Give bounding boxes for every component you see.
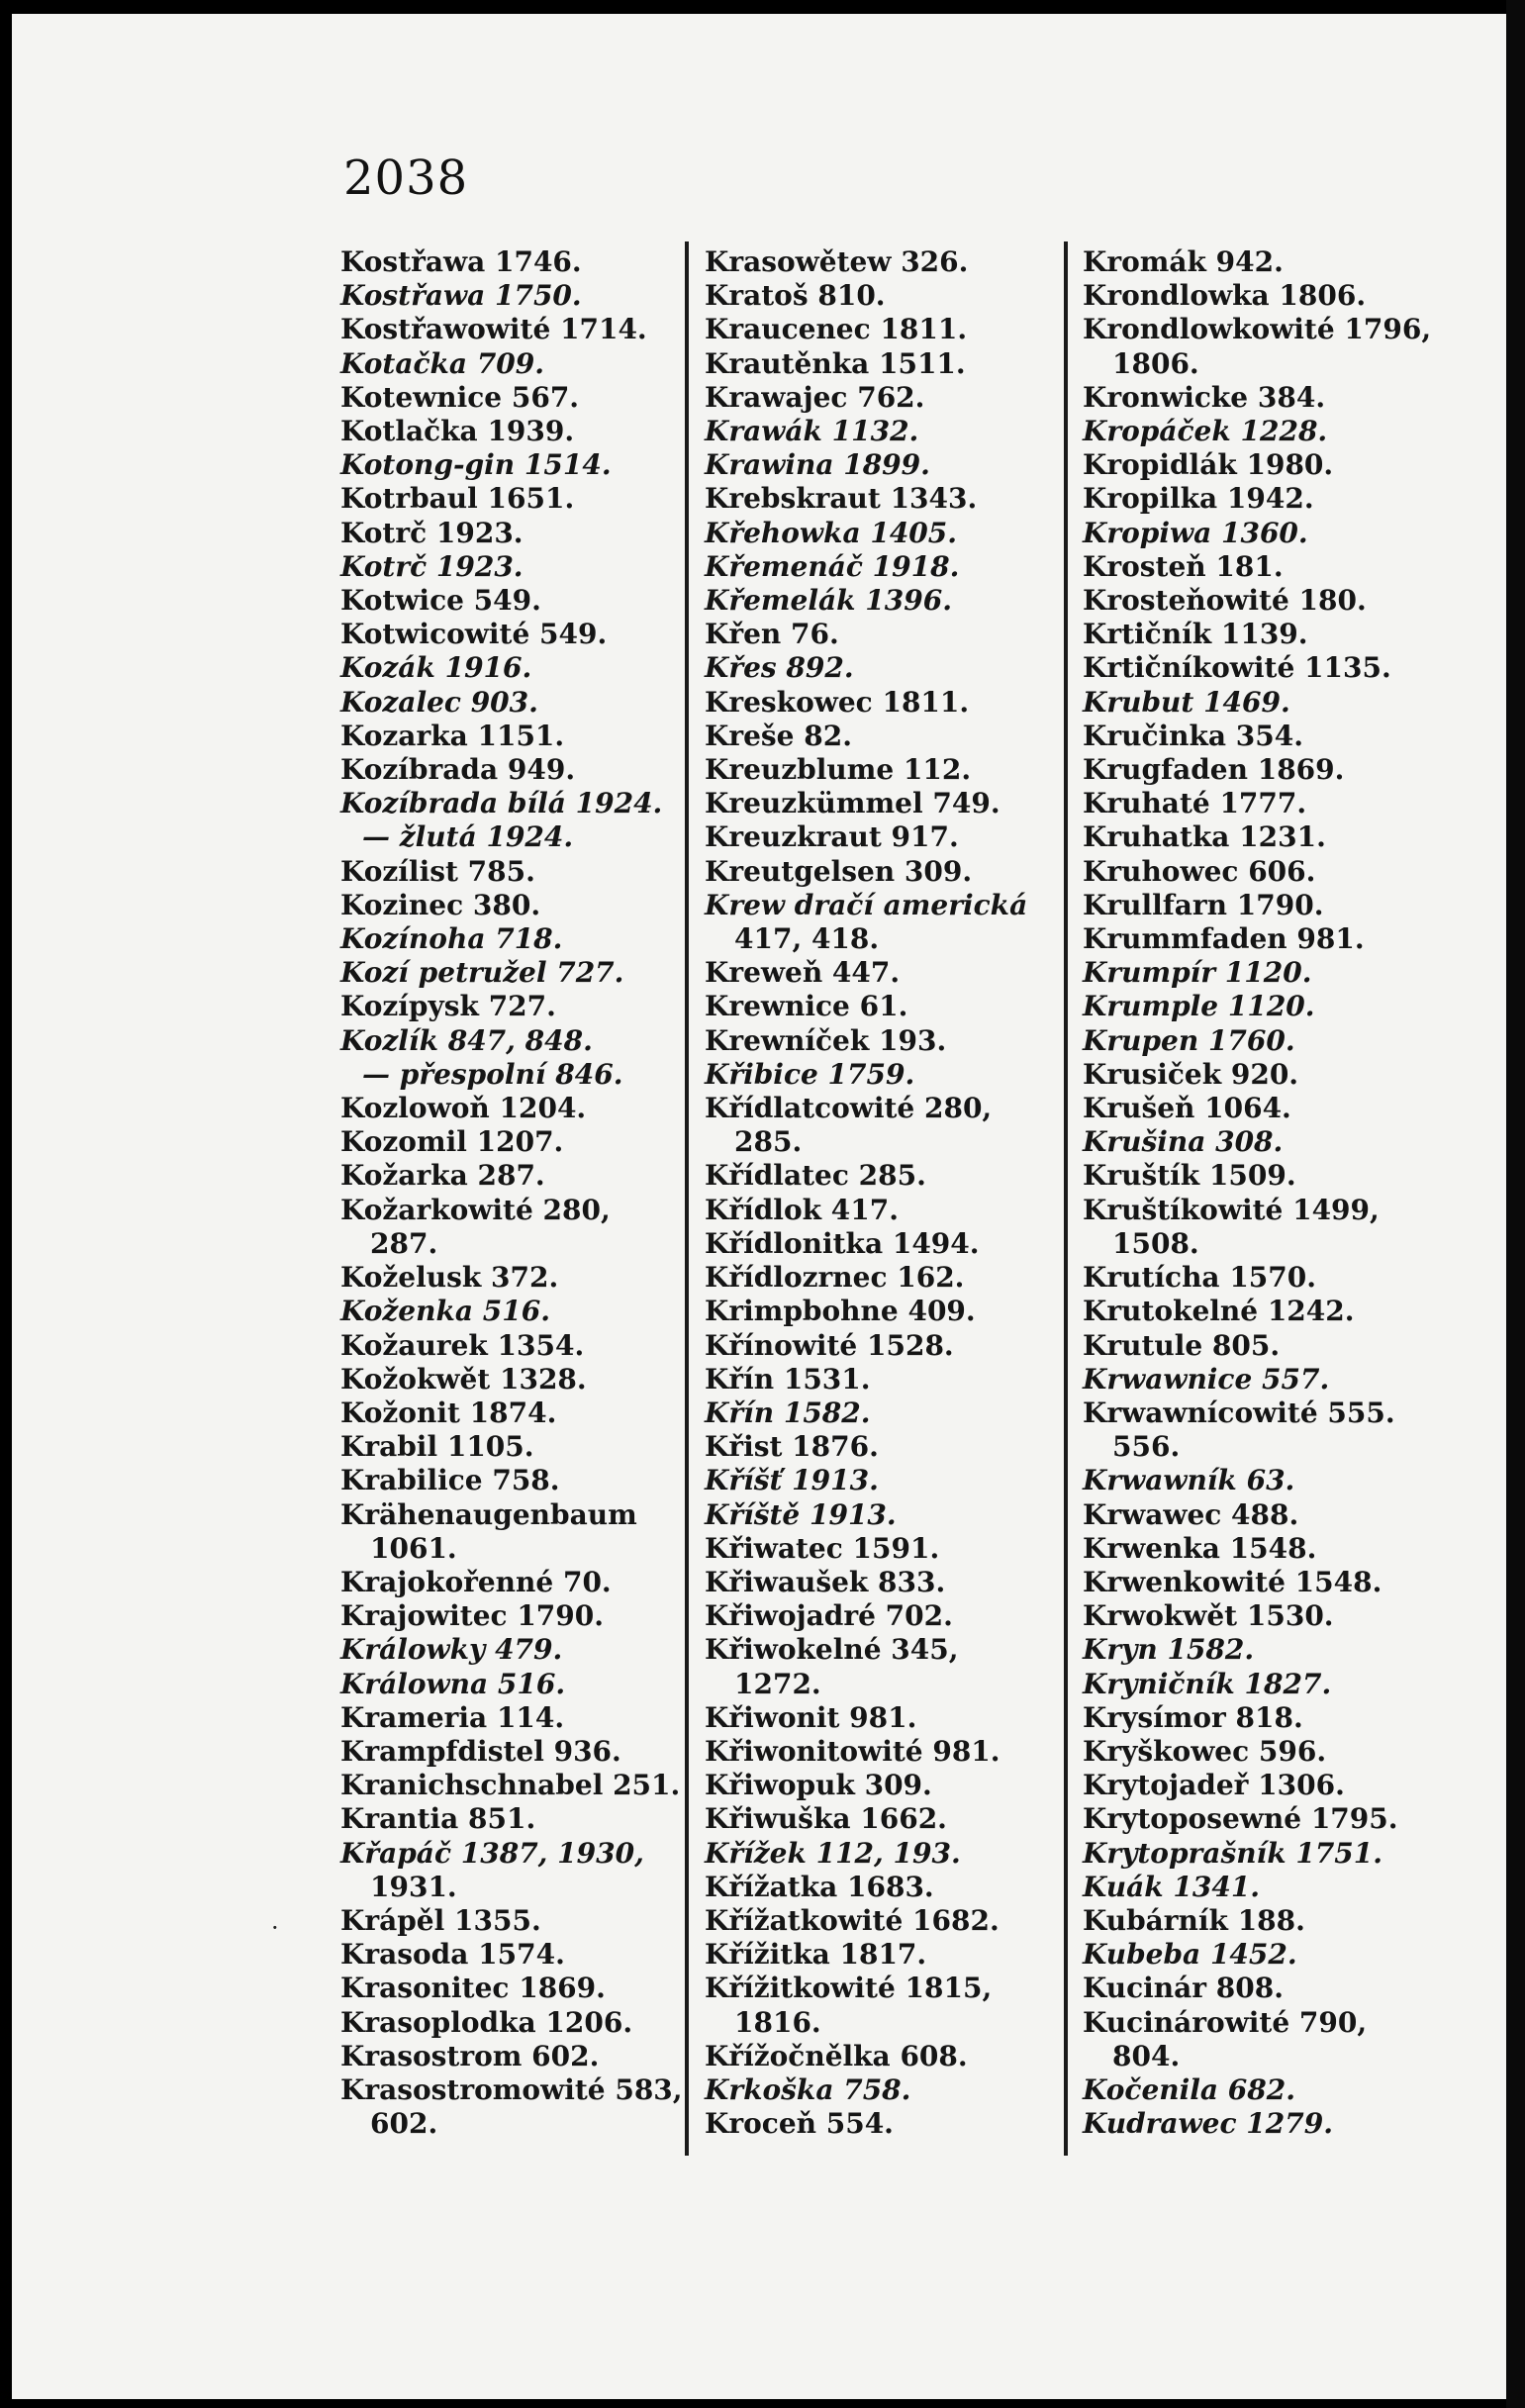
index-entry: Křemelák 1396. (705, 584, 952, 618)
index-entry: Krautěnka 1511. (705, 346, 966, 380)
index-entry: Křížek 112, 193. (705, 1836, 961, 1870)
index-column-3 (1083, 245, 1498, 2141)
index-entry: Krwenka 1548. (1083, 1531, 1317, 1565)
index-entry: Kranichschnabel 251. (340, 1769, 681, 1802)
index-entry: Kruhatka 1231. (1083, 820, 1326, 854)
index-entry: Krugfaden 1869. (1083, 753, 1345, 787)
index-column-2 (705, 245, 1066, 2141)
index-entry: Krutule 805. (1083, 1328, 1281, 1362)
index-entry: Králowky 479. (340, 1633, 563, 1667)
index-entry: Křín 1531. (705, 1362, 871, 1396)
index-entry: Kotwicowité 549. (340, 618, 608, 651)
book-page (12, 14, 1506, 2399)
index-entry: Křiwopuk 309. (705, 1769, 932, 1802)
index-entry: Krajokořenné 70. (340, 1565, 612, 1598)
index-entry: Krasostrom 602. (340, 2039, 600, 2072)
index-entry: Kotong-gin 1514. (340, 448, 612, 482)
index-entry: Krullfarn 1790. (1083, 888, 1324, 921)
index-entry: Krkoška 758. (705, 2072, 911, 2106)
index-entry: Křížitka 1817. (705, 1938, 927, 1972)
index-entry: Kropáček 1228. (1083, 415, 1328, 448)
index-entry-continuation: 1061. (370, 1531, 457, 1565)
index-entry: Křiwonitowité 981. (705, 1734, 1001, 1768)
index-entry: Kočenila 682. (1083, 2072, 1295, 2106)
index-entry: Kotlačka 1939. (340, 415, 575, 448)
column-divider-left (685, 241, 689, 2156)
index-entry: Krewnice 61. (705, 990, 908, 1023)
index-entry: Krondlowkowité 1796, (1083, 313, 1432, 346)
index-entry: Kruhowec 606. (1083, 854, 1316, 888)
index-entry: Krwawec 488. (1083, 1497, 1299, 1531)
index-entry: Krápěl 1355. (340, 1903, 541, 1937)
index-entry: Krutícha 1570. (1083, 1261, 1316, 1295)
index-entry: Krewníček 193. (705, 1023, 947, 1057)
index-entry: Krosteňowité 180. (1083, 584, 1367, 618)
index-entry: Krysímor 818. (1083, 1700, 1303, 1734)
index-entry: — žlutá 1924. (362, 820, 574, 854)
index-entry-continuation: 1272. (734, 1667, 821, 1700)
index-entry: Kreutgelsen 309. (705, 854, 973, 888)
index-entry: — přespolní 846. (362, 1057, 623, 1091)
index-entry: Kotačka 709. (340, 346, 545, 380)
index-entry: Křídlatcowité 280, (705, 1092, 993, 1125)
index-entry: Křínowité 1528. (705, 1328, 954, 1362)
index-entry: Krosteň 181. (1083, 549, 1284, 583)
index-entry: Kreuzkraut 917. (705, 820, 959, 854)
index-entry: Křiwaušek 833. (705, 1565, 946, 1598)
index-entry-continuation: 804. (1112, 2039, 1181, 2072)
index-entry: Kozlowoň 1204. (340, 1092, 587, 1125)
index-entry: Křín 1582. (705, 1396, 871, 1429)
index-entry: Krtičníkowité 1135. (1083, 651, 1391, 685)
index-entry: Kozarka 1151. (340, 719, 565, 752)
index-entry: Kubeba 1452. (1083, 1938, 1297, 1972)
index-entry: Kostřawowité 1714. (340, 313, 647, 346)
index-entry: Kotwice 549. (340, 584, 541, 618)
index-entry: Kropiwa 1360. (1083, 516, 1308, 549)
index-entry: Křížatka 1683. (705, 1870, 934, 1903)
index-entry: Křiwonit 981. (705, 1700, 917, 1734)
index-entry: Koženka 516. (340, 1295, 550, 1328)
index-entry: Kroceň 554. (705, 2107, 894, 2141)
index-entry: Kreskowec 1811. (705, 685, 970, 719)
index-entry: Křes 892. (705, 651, 854, 685)
index-entry: Krawák 1132. (705, 415, 919, 448)
index-entry: Krummfaden 981. (1083, 922, 1365, 956)
page-number: 2038 (343, 150, 469, 206)
index-entry: Krwawnice 557. (1083, 1362, 1330, 1396)
index-entry: Krusiček 920. (1083, 1057, 1299, 1091)
page-edge (1506, 0, 1525, 2408)
index-entry: Kropidlák 1980. (1083, 448, 1334, 482)
index-entry: Kruštík 1509. (1083, 1159, 1296, 1193)
index-entry: Kříšť 1913. (705, 1464, 879, 1497)
index-entry: Krytojadeř 1306. (1083, 1769, 1345, 1802)
index-entry: Kožarkowité 280, (340, 1193, 611, 1226)
index-entry: Křemenáč 1918. (705, 549, 960, 583)
index-entry: Krutokelné 1242. (1083, 1295, 1355, 1328)
index-entry: Krantia 851. (340, 1802, 536, 1836)
index-entry: Kuák 1341. (1083, 1870, 1261, 1903)
index-entry: Kozíbrada 949. (340, 753, 576, 787)
index-entry: Křížatkowité 1682. (705, 1903, 1000, 1937)
index-entry-continuation: 602. (370, 2107, 438, 2141)
index-entry: Kozák 1916. (340, 651, 532, 685)
index-entry: Krasoda 1574. (340, 1938, 565, 1972)
index-entry: Kožarka 287. (340, 1159, 545, 1193)
index-entry: Krupen 1760. (1083, 1023, 1295, 1057)
index-entry: Kubárník 188. (1083, 1903, 1305, 1937)
index-entry: Kručinka 354. (1083, 719, 1303, 752)
index-entry: Kraucenec 1811. (705, 313, 968, 346)
index-entry: Křížočnělka 608. (705, 2039, 968, 2072)
index-entry-continuation: 1816. (734, 2005, 821, 2039)
index-entry: Kotewnice 567. (340, 380, 580, 414)
index-entry: Krabil 1105. (340, 1430, 534, 1464)
index-entry: Kreše 82. (705, 719, 852, 752)
index-entry: Křen 76. (705, 618, 839, 651)
index-entry: Kozínoha 718. (340, 922, 563, 956)
index-entry: Krasoplodka 1206. (340, 2005, 633, 2039)
index-entry: Kreuzkümmel 749. (705, 787, 1001, 820)
index-entry: Kucinár 808. (1083, 1972, 1284, 2005)
column-divider-right (1064, 241, 1068, 2156)
index-entry: Kotrč 1923. (340, 549, 524, 583)
index-entry: Koželusk 372. (340, 1261, 559, 1295)
index-entry: Kotrbaul 1651. (340, 482, 575, 516)
index-entry: Krabilice 758. (340, 1464, 560, 1497)
index-entry: Křídlonitka 1494. (705, 1226, 980, 1260)
index-entry: Kozlík 847, 848. (340, 1023, 593, 1057)
index-entry: Krwawnícowité 555. (1083, 1396, 1395, 1429)
index-entry-continuation: 417, 418. (734, 922, 880, 956)
index-entry: Krumpír 1120. (1083, 956, 1312, 990)
stray-mark: · (271, 1914, 279, 1942)
index-entry: Kropilka 1942. (1083, 482, 1314, 516)
index-entry: Kryničník 1827. (1083, 1667, 1332, 1700)
index-entry: Kozípysk 727. (340, 990, 556, 1023)
index-entry: Kromák 942. (1083, 245, 1284, 278)
index-entry: Kryn 1582. (1083, 1633, 1255, 1667)
index-entry: Krubut 1469. (1083, 685, 1290, 719)
index-entry-continuation: 1931. (370, 1870, 457, 1903)
index-entry: Krawajec 762. (705, 380, 925, 414)
index-entry: Krähenaugenbaum (340, 1497, 637, 1531)
index-entry: Krasonitec 1869. (340, 1972, 606, 2005)
index-entry: Křídlatec 285. (705, 1159, 926, 1193)
index-entry: Krew dračí americká (705, 888, 1028, 921)
index-entry-continuation: 287. (370, 1226, 438, 1260)
index-column-1 (340, 245, 692, 2141)
index-entry: Krušina 308. (1083, 1125, 1284, 1159)
index-entry: Křehowka 1405. (705, 516, 958, 549)
index-entry: Kožaurek 1354. (340, 1328, 585, 1362)
index-entry: Kozalec 903. (340, 685, 538, 719)
index-entry-continuation: 1806. (1112, 346, 1199, 380)
index-entry-continuation: 556. (1112, 1430, 1181, 1464)
index-entry: Krytoprašník 1751. (1083, 1836, 1383, 1870)
index-entry: Krasowětew 326. (705, 245, 969, 278)
index-entry: Kotrč 1923. (340, 516, 524, 549)
index-entry: Kozí petružel 727. (340, 956, 624, 990)
index-entry: Kronwicke 384. (1083, 380, 1326, 414)
index-entry: Křapáč 1387, 1930, (340, 1836, 644, 1870)
index-entry: Kozinec 380. (340, 888, 541, 921)
index-entry: Kříště 1913. (705, 1497, 897, 1531)
index-entry: Králowna 516. (340, 1667, 566, 1700)
index-entry: Krameria 114. (340, 1700, 565, 1734)
index-entry: Krumple 1120. (1083, 990, 1315, 1023)
index-entry: Kreuzblume 112. (705, 753, 972, 787)
index-entry: Kratoš 810. (705, 279, 886, 313)
index-entry: Krwokwět 1530. (1083, 1599, 1334, 1633)
index-entry: Kryškowec 596. (1083, 1734, 1327, 1768)
index-entry: Krebskraut 1343. (705, 482, 978, 516)
index-entry: Křiwokelné 345, (705, 1633, 959, 1667)
index-entry: Krondlowka 1806. (1083, 279, 1367, 313)
index-entry: Kozílist 785. (340, 854, 535, 888)
index-entry: Krajowitec 1790. (340, 1599, 604, 1633)
index-entry-continuation: 285. (734, 1125, 803, 1159)
index-entry: Křiwatec 1591. (705, 1531, 940, 1565)
index-entry: Křiwojadré 702. (705, 1599, 953, 1633)
index-entry: Krytoposewné 1795. (1083, 1802, 1398, 1836)
index-entry: Kucinárowité 790, (1083, 2005, 1368, 2039)
index-entry: Kruhaté 1777. (1083, 787, 1307, 820)
index-entry: Kostřawa 1746. (340, 245, 582, 278)
index-entry: Křist 1876. (705, 1430, 879, 1464)
index-entry: Krwenkowité 1548. (1083, 1565, 1382, 1598)
index-entry: Kudrawec 1279. (1083, 2107, 1333, 2141)
index-entry: Krawina 1899. (705, 448, 930, 482)
index-entry: Křídlozrnec 162. (705, 1261, 965, 1295)
index-entry: Křibice 1759. (705, 1057, 915, 1091)
index-entry: Křiwuška 1662. (705, 1802, 947, 1836)
index-entry: Krasostromowité 583, (340, 2072, 683, 2106)
index-entry: Kostřawa 1750. (340, 279, 582, 313)
index-entry: Krtičník 1139. (1083, 618, 1308, 651)
index-entry: Kruštíkowité 1499, (1083, 1193, 1380, 1226)
index-entry: Krimpbohne 409. (705, 1295, 976, 1328)
index-entry: Křížitkowité 1815, (705, 1972, 993, 2005)
index-entry: Kozomil 1207. (340, 1125, 564, 1159)
index-entry: Kožonit 1874. (340, 1396, 557, 1429)
index-entry: Kozíbrada bílá 1924. (340, 787, 663, 820)
index-entry: Krušeň 1064. (1083, 1092, 1291, 1125)
index-entry: Kreweň 447. (705, 956, 901, 990)
index-entry-continuation: 1508. (1112, 1226, 1199, 1260)
index-entry: Kožokwět 1328. (340, 1362, 587, 1396)
index-entry: Křídlok 417. (705, 1193, 899, 1226)
index-entry: Krwawník 63. (1083, 1464, 1295, 1497)
index-entry: Krampfdistel 936. (340, 1734, 621, 1768)
